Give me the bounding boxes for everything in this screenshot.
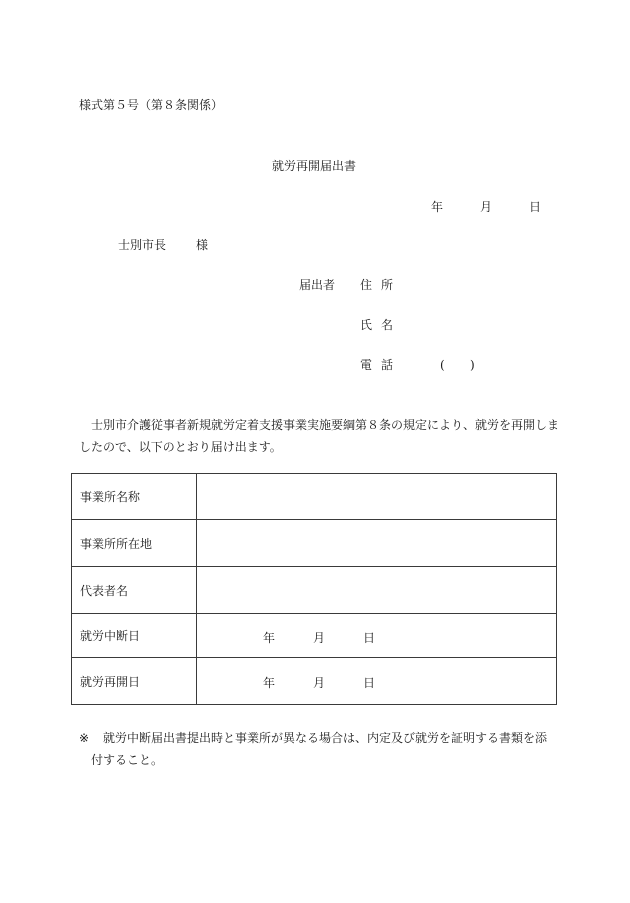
- notifier-label: 届出者: [299, 278, 336, 292]
- representative-label: 代表者名: [72, 567, 197, 614]
- note-text-line1: 就労中断届出書提出時と事業所が異なる場合は、内定及び就労を証明する書類を添: [103, 731, 548, 745]
- table-row: [72, 567, 557, 614]
- body-text: 士別市介護従事者新規就労定着支援事業実施要綱第８条の規定により、就労を再開しましたので、以下のとおり届け出ます。: [79, 418, 560, 454]
- date-day-label: 日: [529, 200, 542, 214]
- phone-paren-close: ): [470, 358, 475, 372]
- name-label: 氏名: [360, 318, 403, 332]
- day-label: 日: [363, 676, 376, 690]
- resumption-date-label: 就労再開日: [72, 658, 197, 705]
- month-label: 月: [313, 676, 326, 690]
- table-row: [72, 520, 557, 567]
- table-row: [72, 474, 557, 520]
- office-name-field[interactable]: [197, 474, 557, 520]
- date-month-label: 月: [480, 200, 493, 214]
- office-name-label: 事業所名称: [72, 474, 197, 520]
- phone-label: 電話: [360, 358, 403, 372]
- form-number: 様式第５号（第８条関係）: [79, 98, 224, 112]
- addressee-name: 士別市長: [118, 238, 167, 252]
- suspension-date-label: 就労中断日: [72, 614, 197, 658]
- year-label: 年: [263, 630, 276, 645]
- resumption-date-field[interactable]: [197, 658, 557, 705]
- table-row: [72, 658, 557, 705]
- office-address-field[interactable]: [197, 520, 557, 567]
- addressee-honorific: 様: [196, 238, 209, 252]
- year-label: 年: [263, 676, 276, 690]
- footnote: [79, 727, 559, 771]
- phone-paren-open: (: [440, 358, 445, 372]
- date-year-label: 年: [431, 200, 444, 214]
- address-label: 住所: [360, 278, 403, 292]
- document-title: 就労再開届出書: [272, 159, 357, 173]
- info-table: [71, 473, 557, 705]
- office-address-label: 事業所所在地: [72, 520, 197, 567]
- month-label: 月: [313, 630, 326, 645]
- suspension-date-field[interactable]: [197, 614, 557, 658]
- table-row: [72, 614, 557, 658]
- note-text-line2: 付すること。: [91, 753, 164, 767]
- day-label: 日: [363, 630, 376, 645]
- note-mark: ※: [79, 731, 90, 745]
- representative-field[interactable]: [197, 567, 557, 614]
- addressee: [118, 238, 208, 252]
